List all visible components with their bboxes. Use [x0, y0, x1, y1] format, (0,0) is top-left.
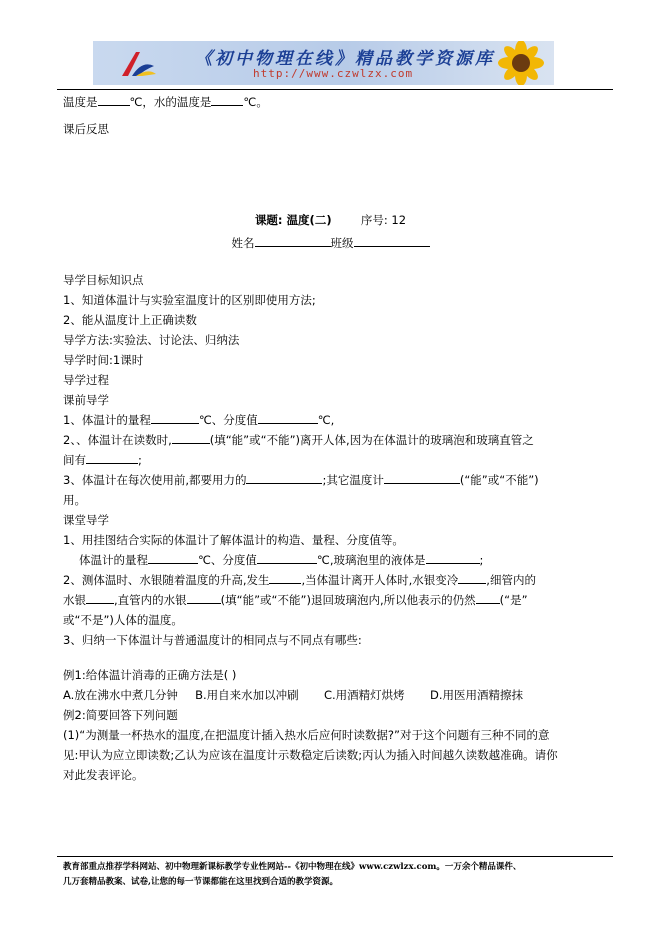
temp-line: 温度是 ℃，水的温度是 ℃。 — [63, 95, 268, 109]
header-title: 《初中物理在线》精品教学资源库 — [195, 49, 495, 69]
blank[interactable] — [86, 452, 138, 464]
example-1-options — [63, 685, 593, 705]
example-1: 例1:给体温计消毒的正确方法是( ) — [63, 668, 237, 682]
blank[interactable] — [86, 592, 114, 604]
footer-line-2: 几万套精品教案、试卷,让您的每一节课都能在这里找到合适的教学资源。 — [63, 877, 338, 887]
blank[interactable] — [258, 412, 318, 424]
examples — [63, 665, 593, 785]
option-d[interactable]: D.用医用酒精擦抹 — [430, 688, 524, 702]
option-b[interactable]: B.用自来水加以冲刷 — [195, 688, 299, 702]
name-field[interactable] — [255, 235, 331, 247]
header-banner — [93, 41, 554, 85]
header-divider — [57, 89, 613, 90]
blank[interactable] — [246, 472, 322, 484]
blank[interactable] — [476, 592, 500, 604]
pre-3: 3、体温计在每次使用前,都要用力的 ;其它温度计 (“能”或“不能”) — [63, 473, 539, 487]
pre-2: 2、、体温计在读数时, (填“能”或“不能”)离开人体,因为在体温计的玻璃泡和玻璃直管之 — [63, 433, 534, 447]
pre-2-cont: 间有 ; — [63, 453, 142, 467]
pre-1: 1、体温计的量程 ℃、分度值 ℃, — [63, 413, 335, 427]
blank[interactable] — [384, 472, 460, 484]
header-url[interactable]: http://www.czwlzx.com — [253, 67, 414, 80]
class-3: 3、归纳一下体温计与普通温度计的相同点与不同点有哪些: — [63, 633, 362, 647]
blank[interactable] — [269, 572, 301, 584]
sunflower-icon — [490, 41, 552, 85]
blank[interactable] — [148, 552, 198, 564]
method: 导学方法:实验法、讨论法、归纳法 — [63, 333, 240, 347]
blank[interactable] — [98, 94, 130, 106]
option-a[interactable]: A.放在沸水中煮几分钟 — [63, 688, 178, 702]
class-heading: 课堂导学 — [63, 513, 109, 527]
blank[interactable] — [172, 432, 210, 444]
example-2-q-line3: 对此发表评论。 — [63, 768, 144, 782]
main-body — [63, 270, 593, 650]
time: 导学时间:1课时 — [63, 353, 144, 367]
goal-2: 2、能从温度计上正确读数 — [63, 313, 197, 327]
class-2-cont: 水银 ,直管内的水银 (填“能”或“不能”)退回玻璃泡内,所以他表示的仍然 (“是” — [63, 593, 528, 607]
lesson-title: 课题: 温度(二) 序号: 12 — [254, 213, 407, 227]
site-logo-icon — [118, 48, 158, 80]
example-2-q-line2: 见:甲认为应立即读数;乙认为应该在温度计示数稳定后读数;丙认为插入时间越久读数越准确。请你 — [63, 748, 558, 762]
class-2-end: 或“不是”)人体的温度。 — [63, 613, 183, 627]
blank[interactable] — [187, 592, 221, 604]
example-2: 例2:简要回答下列问题 — [63, 708, 178, 722]
reflection-heading: 课后反思 — [63, 122, 109, 136]
footer — [63, 860, 603, 890]
name-class-line: 姓名 班级 — [0, 235, 661, 251]
pre-heading: 课前导学 — [63, 393, 109, 407]
pre-3-cont: 用。 — [63, 493, 86, 507]
goal-1: 1、知道体温计与实验室温度计的区别即使用方法; — [63, 293, 316, 307]
footer-divider — [57, 856, 613, 857]
class-field[interactable] — [354, 235, 430, 247]
class-2: 2、测体温时、水银随着温度的升高,发生 ,当体温计离开人体时,水银变冷 ,细管内的 — [63, 573, 536, 587]
goals-heading: 导学目标知识点 — [63, 273, 144, 287]
example-2-q-line1: (1)“为测量一杯热水的温度,在把温度计插入热水后应何时读数据?”对于这个问题有三种不同的意 — [63, 728, 550, 742]
process-heading: 导学过程 — [63, 373, 109, 387]
blank[interactable] — [426, 552, 480, 564]
blank[interactable] — [151, 412, 199, 424]
blank[interactable] — [458, 572, 486, 584]
class-1: 1、用挂图结合实际的体温计了解体温计的构造、量程、分度值等。 — [63, 533, 404, 547]
footer-line-1: 教育部重点推荐学科网站、初中物理新课标教学专业性网站--《初中物理在线》www.czwlzx.com。一万余个精品课件、 — [63, 862, 522, 872]
option-c[interactable]: C.用酒精灯烘烤 — [324, 688, 405, 702]
blank[interactable] — [257, 552, 317, 564]
blank[interactable] — [211, 94, 243, 106]
class-1b: 体温计的量程 ℃、分度值 ℃,玻璃泡里的液体是 ; — [79, 553, 484, 567]
